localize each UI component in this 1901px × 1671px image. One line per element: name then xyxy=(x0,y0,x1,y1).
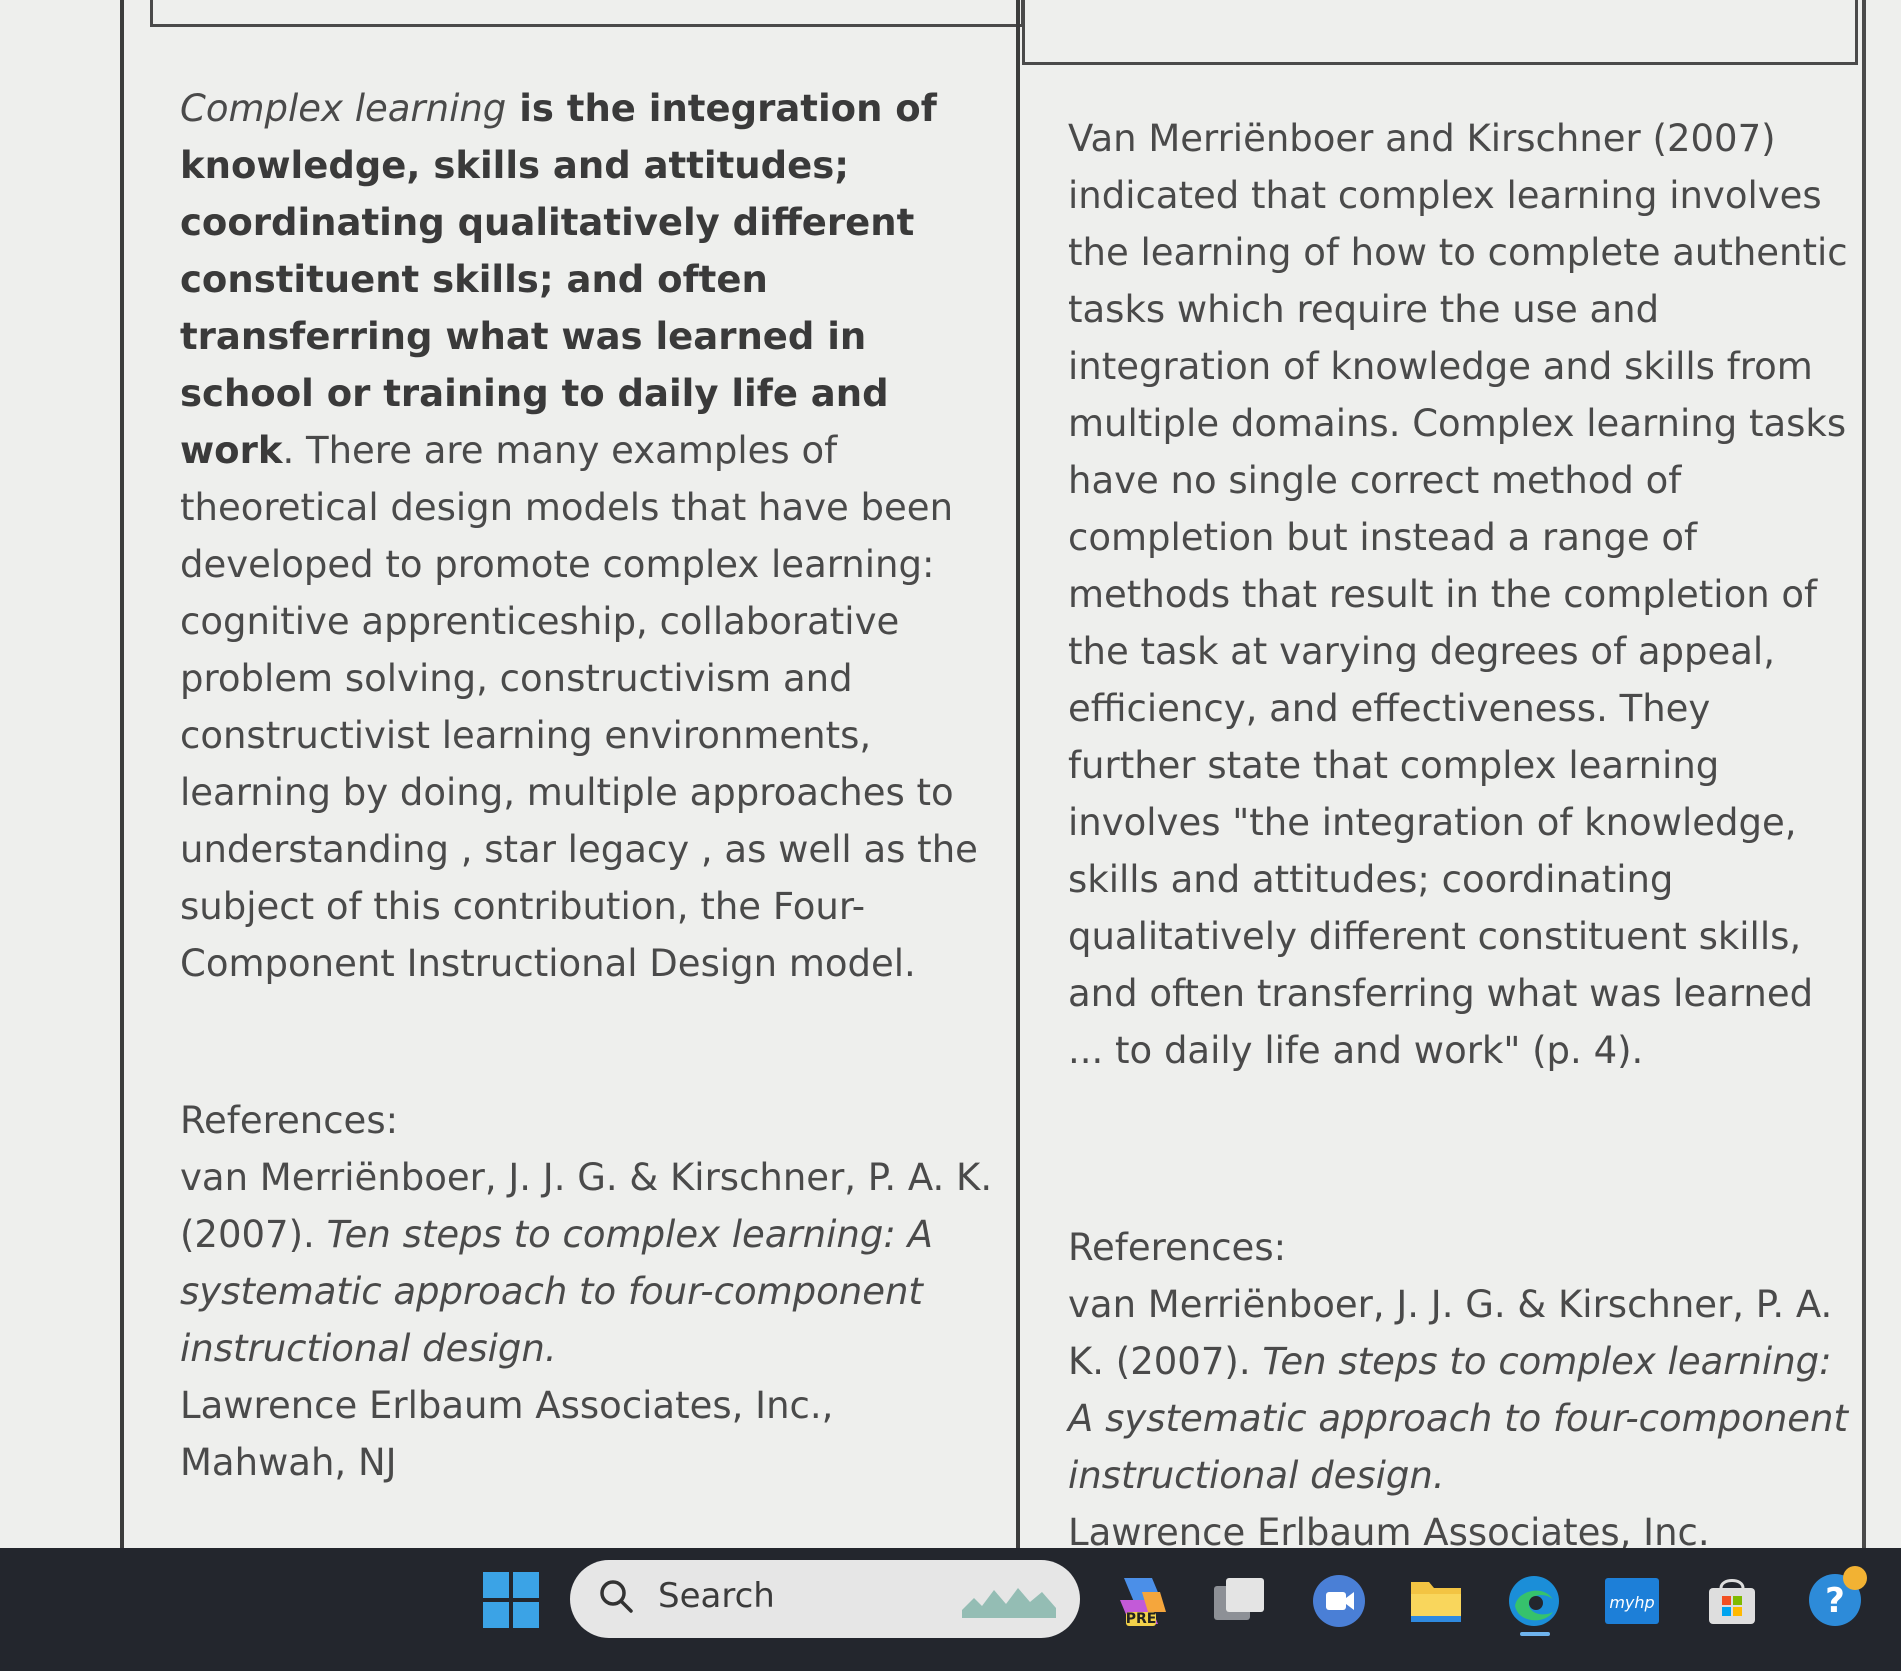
file-explorer-icon[interactable] xyxy=(1407,1572,1465,1630)
references-heading: References: xyxy=(180,1099,399,1142)
meet-icon[interactable] xyxy=(1310,1572,1368,1630)
definition-paragraph: Complex learning is the integration of knowledge, skills and attitudes; coordinating qualitatively different constituent skills; and often transferring what was learned in school or training to daily life and work. There are many examples of theoretical design models that have been developed to promote complex learning: cognitive apprenticeship, collaborative problem solving, constructivism and constructivist learning environments, learning by doing, multiple approaches to understanding , star legacy , as well as the subject of this contribution, the Four-Component Instructional Design model. xyxy=(180,87,978,985)
table-border-right xyxy=(1862,0,1866,1548)
table-column-divider xyxy=(1016,0,1020,1548)
copilot-pre-icon[interactable] xyxy=(1112,1572,1170,1630)
table-cell-left xyxy=(180,80,1000,1491)
taskbar-search-box[interactable] xyxy=(570,1560,1080,1638)
edge-icon[interactable] xyxy=(1505,1572,1563,1630)
reference-title: Ten steps to complex learning: A systematic approach to four-component instructional design. xyxy=(1068,1340,1848,1497)
search-highlight-art xyxy=(960,1580,1060,1620)
help-icon[interactable] xyxy=(1803,1562,1873,1632)
microsoft-store-icon[interactable] xyxy=(1703,1572,1761,1630)
table-row-border-top-right xyxy=(1022,0,1858,65)
definition-bold-text: knowledge, skills and attitudes; coordinating qualitatively different constituent skills; and often transferring what was learned in school or training to daily life and work xyxy=(180,144,915,472)
windows-start-icon[interactable] xyxy=(483,1572,539,1628)
table-row-border-top-left xyxy=(150,0,1024,27)
svg-text:PRE: PRE xyxy=(1125,1611,1157,1627)
task-view-icon[interactable] xyxy=(1210,1572,1268,1630)
myhp-icon[interactable] xyxy=(1603,1572,1661,1630)
svg-text:?: ? xyxy=(1825,1581,1845,1621)
explanation-paragraph: Van Merriënboer and Kirschner (2007) indicated that complex learning involves the learning of how to complete authentic tasks which require the use and integration of knowledge and skills from multiple domains. Complex learning tasks have no single correct method of completion but instead a range of methods that result in the completion of the task at varying degrees of appeal, efficiency, and effectiveness. They further state that complex learning involves "the integration of knowledge, skills and attitudes; coordinating qualitatively different constituent skills, and often transferring what was learned ... to daily life and work" (p. 4). xyxy=(1068,117,1848,1072)
term-complex-learning: Complex learning xyxy=(180,87,507,130)
search-icon xyxy=(598,1578,634,1614)
table-cell-right xyxy=(1068,110,1848,1548)
reference-entry: van Merriënboer, J. J. G. & Kirschner, P. A. K. (2007). Ten steps to complex learning: A systematic approach to four-component instructional design. Lawrence Erlbaum Associates, Inc. xyxy=(1068,1283,1848,1548)
table-border-left xyxy=(120,0,124,1548)
reference-entry: van Merriënboer, J. J. G. & Kirschner, P. A. K. (2007). Ten steps to complex learning: A systematic approach to four-component instructional design. Lawrence Erlbaum Associates, Inc., Mahwah, NJ xyxy=(180,1156,993,1484)
references-heading: References: xyxy=(1068,1226,1287,1269)
reference-title: Ten steps to complex learning: A systematic approach to four-component instructional design. xyxy=(180,1213,933,1370)
edge-active-indicator xyxy=(1520,1632,1550,1636)
search-placeholder: Search xyxy=(658,1576,775,1616)
definition-body: . There are many examples of theoretical design models that have been developed to promote complex learning: cognitive apprenticeship, collaborative problem solving, constructivism and constructivist learning environments, learning by doing, multiple approaches to understanding , star legacy , as well as the subject of this contribution, the Four-Component Instructional Design model. xyxy=(180,429,978,985)
svg-text:myhp: myhp xyxy=(1609,1593,1655,1612)
